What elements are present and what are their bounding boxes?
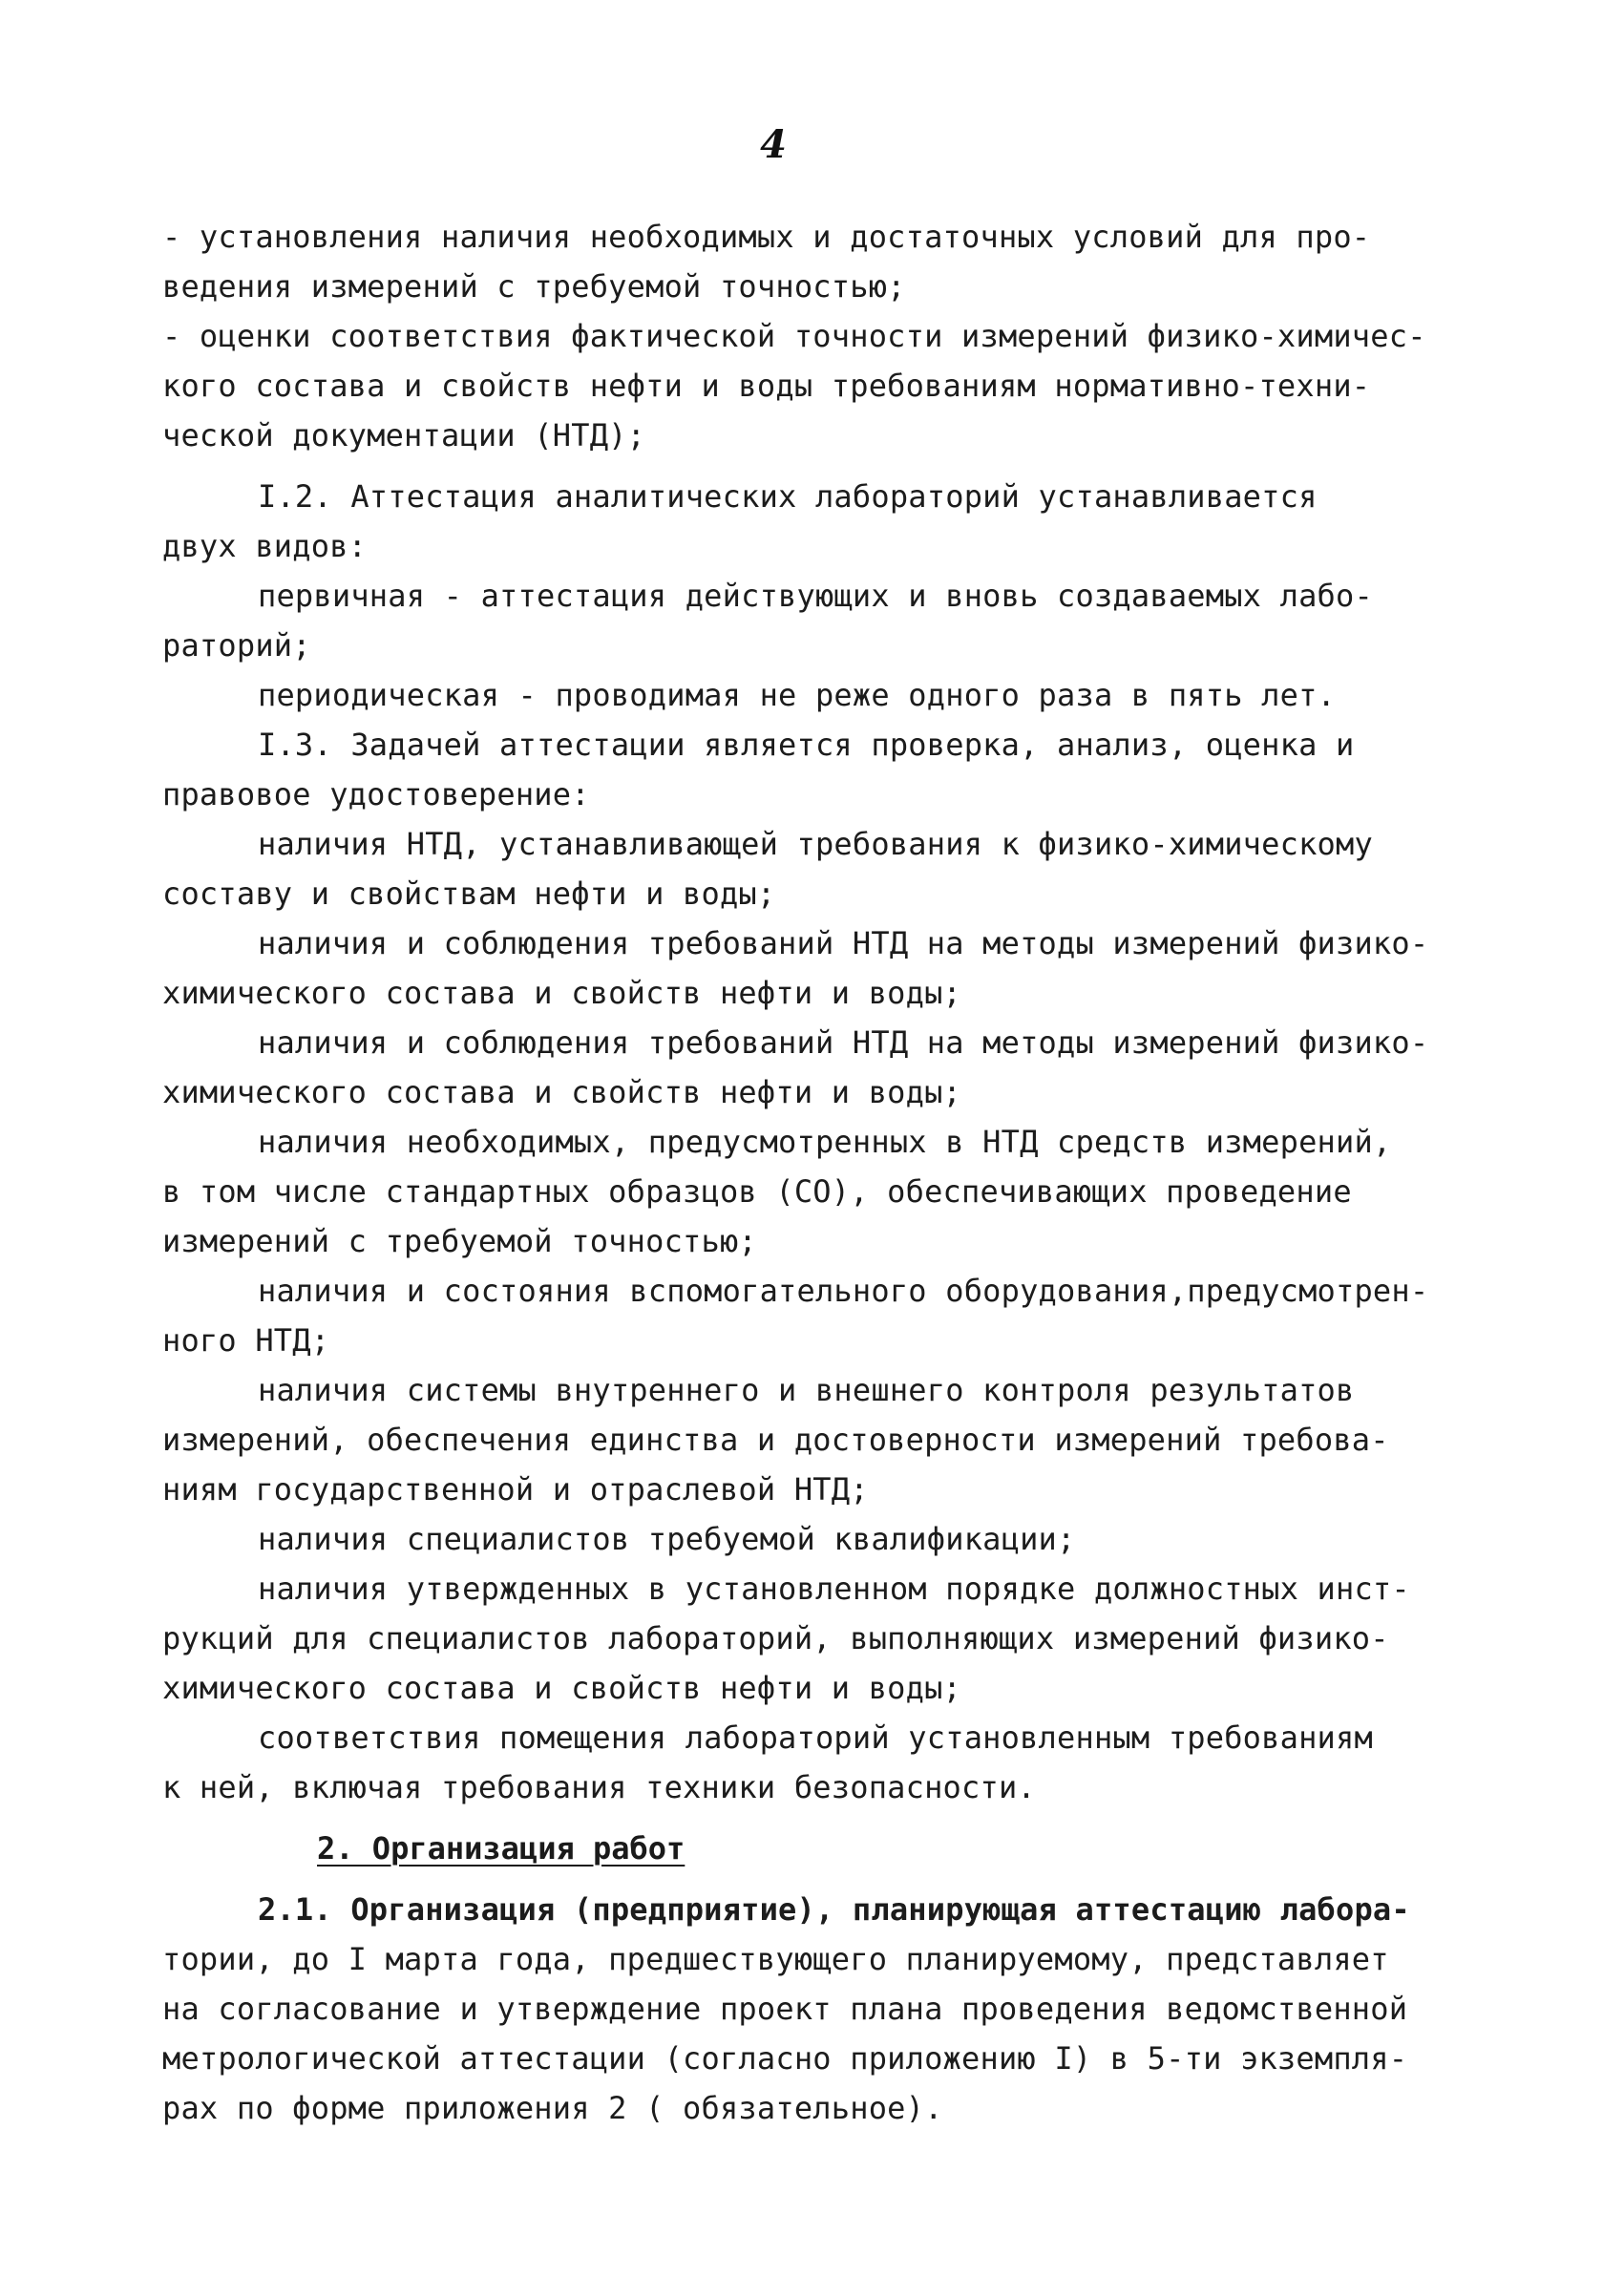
section-2-1-line: тории, до I марта года, предшествующего планируемому, представляет — [162, 1941, 1389, 1977]
section-1-3-line: наличия и соблюдения требований НТД на методы измерений физико- — [258, 1024, 1429, 1061]
section-1-2-line: периодическая - проводимая не реже одного раза в пять лет. — [258, 677, 1337, 713]
section-1-3-line: наличия специалистов требуемой квалификации; — [258, 1521, 1076, 1557]
section-1-3-line: правовое удостоверение: — [162, 776, 590, 812]
intro-list-line: - установления наличия необходимых и достаточных условий для про- — [162, 219, 1371, 255]
section-1-3-line: химического состава и свойств нефти и воды; — [162, 1074, 962, 1110]
section-2-1-line: 2.1. Организация (предприятие), планирующая аттестацию лабора- — [258, 1891, 1410, 1928]
section-1-3-line: в том числе стандартных образцов (СО), обеспечивающих проведение — [162, 1173, 1352, 1210]
section-1-3-line: наличия необходимых, предусмотренных в НТД средств измерений, — [258, 1124, 1392, 1160]
section-1-3-line: измерений с требуемой точностью; — [162, 1223, 757, 1259]
page-number: 4 — [760, 122, 787, 167]
section-2-1-line: на согласование и утверждение проект плана проведения ведомственной — [162, 1991, 1408, 2027]
intro-list-line: ческой документации (НТД); — [162, 417, 646, 453]
section-2-heading: 2. Организация работ — [317, 1830, 685, 1867]
section-1-3-line: химического состава и свойств нефти и воды; — [162, 975, 962, 1011]
section-1-3-line: наличия утвержденных в установленном порядке должностных инст- — [258, 1571, 1410, 1607]
section-1-3-line: ниям государственной и отраслевой НТД; — [162, 1471, 869, 1508]
section-1-2-line: раторий; — [162, 627, 311, 664]
section-1-3-line: к ней, включая требования техники безопасности. — [162, 1769, 1036, 1805]
section-1-3-line: наличия и состояния вспомогательного оборудования,предусмотрен- — [258, 1273, 1429, 1309]
section-1-3-line: химического состава и свойств нефти и воды; — [162, 1670, 962, 1706]
section-1-3-line: наличия НТД, устанавливающей требования к физико-химическому — [258, 826, 1373, 862]
section-2-1-line: рах по форме приложения 2 ( обязательное). — [162, 2090, 943, 2126]
section-1-3-line: I.3. Задачей аттестации является проверка, анализ, оценка и — [258, 727, 1355, 763]
intro-list-line: - оценки соответствия фактической точности измерений физико-химичес- — [162, 318, 1426, 354]
section-1-3-line: измерений, обеспечения единства и достоверности измерений требова- — [162, 1422, 1389, 1458]
section-2-1-line: метрологической аттестации (согласно приложению I) в 5-ти экземпля- — [162, 2040, 1408, 2077]
section-1-3-line: наличия системы внутреннего и внешнего контроля результатов — [258, 1372, 1355, 1408]
section-1-3-line: ного НТД; — [162, 1322, 330, 1359]
section-1-3-line: составу и свойствам нефти и воды; — [162, 875, 776, 912]
intro-list-line: ведения измерений с требуемой точностью; — [162, 268, 906, 305]
section-1-2-line: двух видов: — [162, 528, 368, 564]
section-1-3-line: соответствия помещения лабораторий установленным требованиям — [258, 1719, 1373, 1756]
section-1-2-line: первичная - аттестация действующих и вновь создаваемых лабо- — [258, 578, 1373, 614]
section-1-3-line: рукций для специалистов лабораторий, выполняющих измерений физико- — [162, 1620, 1389, 1656]
section-1-3-line: наличия и соблюдения требований НТД на методы измерений физико- — [258, 925, 1429, 961]
section-1-2-line: I.2. Аттестация аналитических лабораторий устанавливается — [258, 478, 1318, 515]
intro-list-line: кого состава и свойств нефти и воды требованиям нормативно-техни- — [162, 368, 1371, 404]
